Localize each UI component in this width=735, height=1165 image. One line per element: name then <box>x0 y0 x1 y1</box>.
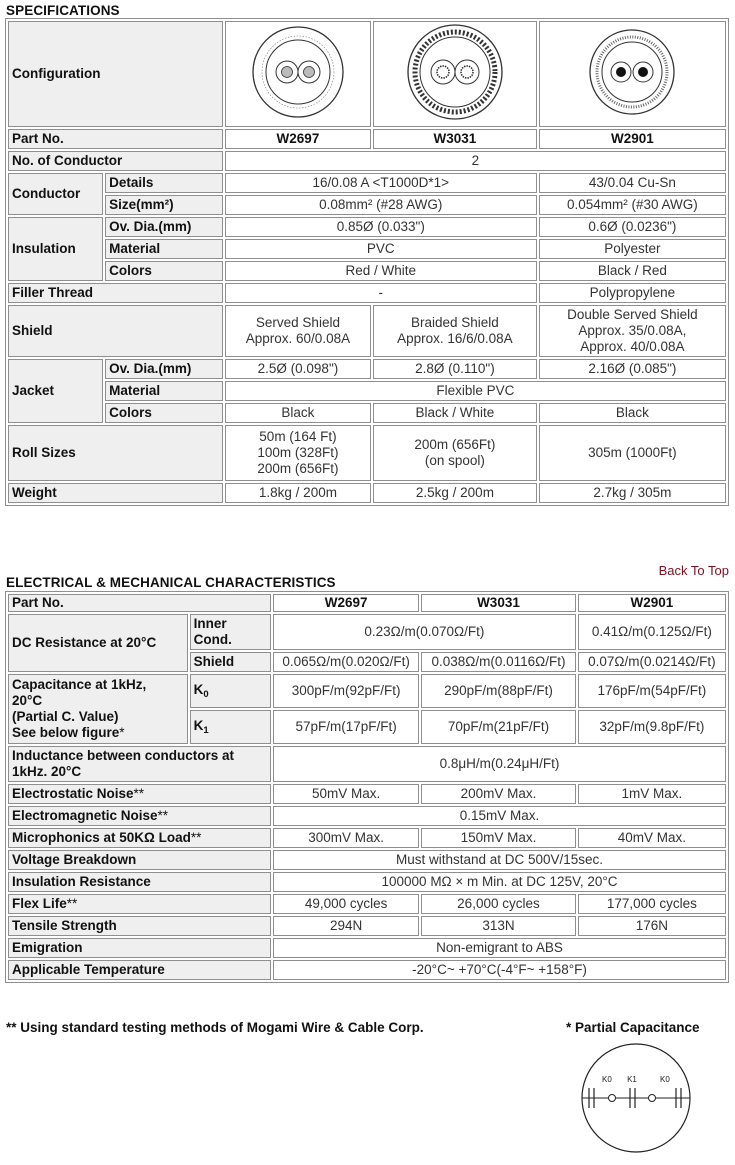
electrical-table <box>5 591 729 983</box>
shield-w2901 <box>539 305 726 357</box>
shield-line: Approx. 60/0.08A <box>245 331 351 346</box>
conductor-size-a: 0.08mm² (#28 AWG) <box>225 195 537 215</box>
capacitance-label <box>8 674 188 744</box>
mic-w3031: 150mV Max. <box>421 828 576 848</box>
shield-label: Shield <box>8 305 223 357</box>
k1-w2901: 32pF/m(9.8pF/Ft) <box>578 710 726 744</box>
dc-shield-w3031: 0.038Ω/m(0.0116Ω/Ft) <box>421 652 576 672</box>
jacket-label: Jacket <box>8 359 103 423</box>
ins-colors-a: Red / White <box>225 261 537 281</box>
dc-inner-a: 0.23Ω/m(0.070Ω/Ft) <box>273 614 576 650</box>
es-w3031: 200mV Max. <box>421 784 576 804</box>
dc-shield-label: Shield <box>190 652 271 672</box>
jacket-material-value: Flexible PVC <box>225 381 726 401</box>
config-w2697 <box>225 21 371 127</box>
testing-note: ** Using standard testing methods of Mogami Wire & Cable Corp. <box>6 1020 424 1035</box>
shield-w3031 <box>373 305 537 357</box>
conductor-label: Conductor <box>8 173 103 215</box>
num-conductor-value: 2 <box>225 151 726 171</box>
ts-w2697: 294N <box>273 916 419 936</box>
cap-line: (Partial C. Value) <box>12 709 119 724</box>
es-w2901: 1mV Max. <box>578 784 726 804</box>
es-w2697: 50mV Max. <box>273 784 419 804</box>
roll-label: Roll Sizes <box>8 425 223 481</box>
k1-w3031: 70pF/m(21pF/Ft) <box>421 710 576 744</box>
temp-value: -20°C~ +70°C(-4°F~ +158°F) <box>273 960 726 980</box>
ind-line: Inductance between conductors at <box>12 748 235 763</box>
flex-w2697: 49,000 cycles <box>273 894 419 914</box>
jacket-material-label: Material <box>105 381 223 401</box>
specifications-table <box>5 18 729 506</box>
dc-resistance-label: DC Resistance at 20°C <box>8 614 188 672</box>
dc-shield-w2901: 0.07Ω/m(0.0214Ω/Ft) <box>578 652 726 672</box>
jacket-dia-w2697: 2.5Ø (0.098") <box>225 359 371 379</box>
num-conductor-label: No. of Conductor <box>8 151 223 171</box>
ins-dia-b: 0.6Ø (0.0236") <box>539 217 726 237</box>
partial-cap-title: * Partial Capacitance <box>566 1020 700 1035</box>
w3031-cross-section <box>403 22 507 122</box>
jacket-colors-w2697: Black <box>225 403 371 423</box>
w2697-cross-section <box>250 24 346 120</box>
roll-line: 305m (1000Ft) <box>588 445 677 460</box>
shield-line: Approx. 40/0.08A <box>580 339 685 354</box>
cap-line-text: See below figure <box>12 725 120 740</box>
weight-label: Weight <box>8 483 223 503</box>
mic-w2901: 40mV Max. <box>578 828 726 848</box>
emigration-label: Emigration <box>8 938 271 958</box>
elec-part-w3031: W3031 <box>421 594 576 612</box>
dc-inner-b: 0.41Ω/m(0.125Ω/Ft) <box>578 614 726 650</box>
insulation-resistance-label: Insulation Resistance <box>8 872 271 892</box>
part-w2901: W2901 <box>539 129 726 149</box>
jacket-colors-w2901: Black <box>539 403 726 423</box>
part-no-label: Part No. <box>8 129 223 149</box>
k1-label <box>190 710 271 744</box>
conductor-details-a: 16/0.08 A <T1000D*1> <box>225 173 537 193</box>
k0-subscript: 0 <box>203 689 209 700</box>
size-label: Size(mm²) <box>105 195 223 215</box>
spec-title: SPECIFICATIONS <box>6 3 120 18</box>
es-noise-label <box>8 784 271 804</box>
insulation-label: Insulation <box>8 217 103 281</box>
k0-w2697: 300pF/m(92pF/Ft) <box>273 674 419 708</box>
dc-shield-w2697: 0.065Ω/m(0.020Ω/Ft) <box>273 652 419 672</box>
flex-life-label <box>8 894 271 914</box>
flex-w3031: 26,000 cycles <box>421 894 576 914</box>
em-noise-text: Electromagnetic Noise <box>12 808 158 823</box>
flex-life-text: Flex Life <box>12 896 67 911</box>
jacket-colors-label: Colors <box>105 403 223 423</box>
filler-b: Polypropylene <box>539 283 726 303</box>
ins-colors-label: Colors <box>105 261 223 281</box>
ins-material-a: PVC <box>225 239 537 259</box>
k0-left-label: K0 <box>602 1075 612 1084</box>
mic-w2697: 300mV Max. <box>273 828 419 848</box>
voltage-breakdown-label: Voltage Breakdown <box>8 850 271 870</box>
em-noise-label <box>8 806 271 826</box>
roll-w2901 <box>539 425 726 481</box>
ir-value: 100000 MΩ × m Min. at DC 125V, 20°C <box>273 872 726 892</box>
weight-w2901: 2.7kg / 305m <box>539 483 726 503</box>
cap-line <box>12 725 184 741</box>
ins-colors-b: Black / Red <box>539 261 726 281</box>
weight-w3031: 2.5kg / 200m <box>373 483 537 503</box>
ts-w2901: 176N <box>578 916 726 936</box>
k1-subscript: 1 <box>203 725 209 736</box>
w2901-cross-section <box>587 27 677 117</box>
conductor-details-b: 43/0.04 Cu-Sn <box>539 173 726 193</box>
k-letter: K <box>193 682 204 697</box>
elec-part-w2697: W2697 <box>273 594 419 612</box>
filler-a: - <box>225 283 537 303</box>
roll-w3031 <box>373 425 537 481</box>
roll-w2697 <box>225 425 371 481</box>
configuration-label: Configuration <box>8 21 223 127</box>
microphonics-text: Microphonics at 50KΩ Load <box>12 830 191 845</box>
filler-label: Filler Thread <box>8 283 223 303</box>
jacket-colors-w3031: Black / White <box>373 403 537 423</box>
roll-line: 200m (656Ft) <box>414 437 496 452</box>
temperature-label: Applicable Temperature <box>8 960 271 980</box>
shield-line: Approx. 35/0.08A, <box>578 323 687 338</box>
part-w2697: W2697 <box>225 129 371 149</box>
elec-title: ELECTRICAL & MECHANICAL CHARACTERISTICS <box>6 575 336 590</box>
elec-part-no-label: Part No. <box>8 594 271 612</box>
emig-value: Non-emigrant to ABS <box>273 938 726 958</box>
ins-dia-a: 0.85Ø (0.033") <box>225 217 537 237</box>
shield-w2697 <box>225 305 371 357</box>
conductor-size-b: 0.054mm² (#30 AWG) <box>539 195 726 215</box>
k1-mid-label: K1 <box>627 1075 637 1084</box>
tensile-label: Tensile Strength <box>8 916 271 936</box>
shield-line: Braided Shield <box>411 315 499 330</box>
roll-line: 200m (656Ft) <box>257 461 339 476</box>
partial-capacitance-diagram <box>580 1042 692 1154</box>
jacket-dia-w3031: 2.8Ø (0.110") <box>373 359 537 379</box>
es-noise-text: Electrostatic Noise <box>12 786 134 801</box>
double-asterisk: ** <box>190 830 202 845</box>
asterisk-mark: * <box>119 725 125 740</box>
shield-line: Approx. 16/6/0.08A <box>397 331 513 346</box>
k0-label <box>190 674 271 708</box>
jacket-dia-w2901: 2.16Ø (0.085") <box>539 359 726 379</box>
flex-w2901: 177,000 cycles <box>578 894 726 914</box>
microphonics-label <box>8 828 271 848</box>
ins-dia-label: Ov. Dia.(mm) <box>105 217 223 237</box>
config-w3031 <box>373 21 537 127</box>
roll-line: 100m (328Ft) <box>257 445 339 460</box>
shield-line: Double Served Shield <box>567 307 698 322</box>
inductance-value: 0.8μH/m(0.24μH/Ft) <box>273 746 726 782</box>
double-asterisk: ** <box>133 786 145 801</box>
ins-material-label: Material <box>105 239 223 259</box>
k0-w3031: 290pF/m(88pF/Ft) <box>421 674 576 708</box>
k0-right-label: K0 <box>660 1075 670 1084</box>
cap-line: Capacitance at 1kHz, <box>12 677 147 692</box>
cap-line: 20°C <box>12 693 43 708</box>
k1-w2697: 57pF/m(17pF/Ft) <box>273 710 419 744</box>
double-asterisk: ** <box>66 896 78 911</box>
back-to-top-link[interactable]: Back To Top <box>658 563 729 578</box>
ts-w3031: 313N <box>421 916 576 936</box>
roll-line: 50m (164 Ft) <box>259 429 337 444</box>
k0-w2901: 176pF/m(54pF/Ft) <box>578 674 726 708</box>
inner-cond-label <box>190 614 271 650</box>
roll-line: (on spool) <box>424 453 485 468</box>
k-letter: K <box>193 718 204 733</box>
em-value: 0.15mV Max. <box>273 806 726 826</box>
weight-w2697: 1.8kg / 200m <box>225 483 371 503</box>
vb-value: Must withstand at DC 500V/15sec. <box>273 850 726 870</box>
ind-line: 1kHz. 20°C <box>12 764 82 779</box>
config-w2901 <box>539 21 726 127</box>
details-label: Details <box>105 173 223 193</box>
elec-part-w2901: W2901 <box>578 594 726 612</box>
shield-line: Served Shield <box>255 315 340 330</box>
inner-line: Cond. <box>193 632 232 647</box>
part-w3031: W3031 <box>373 129 537 149</box>
jacket-dia-label: Ov. Dia.(mm) <box>105 359 223 379</box>
inductance-label <box>8 746 271 782</box>
inner-line: Inner <box>193 616 227 631</box>
ins-material-b: Polyester <box>539 239 726 259</box>
double-asterisk: ** <box>157 808 169 823</box>
